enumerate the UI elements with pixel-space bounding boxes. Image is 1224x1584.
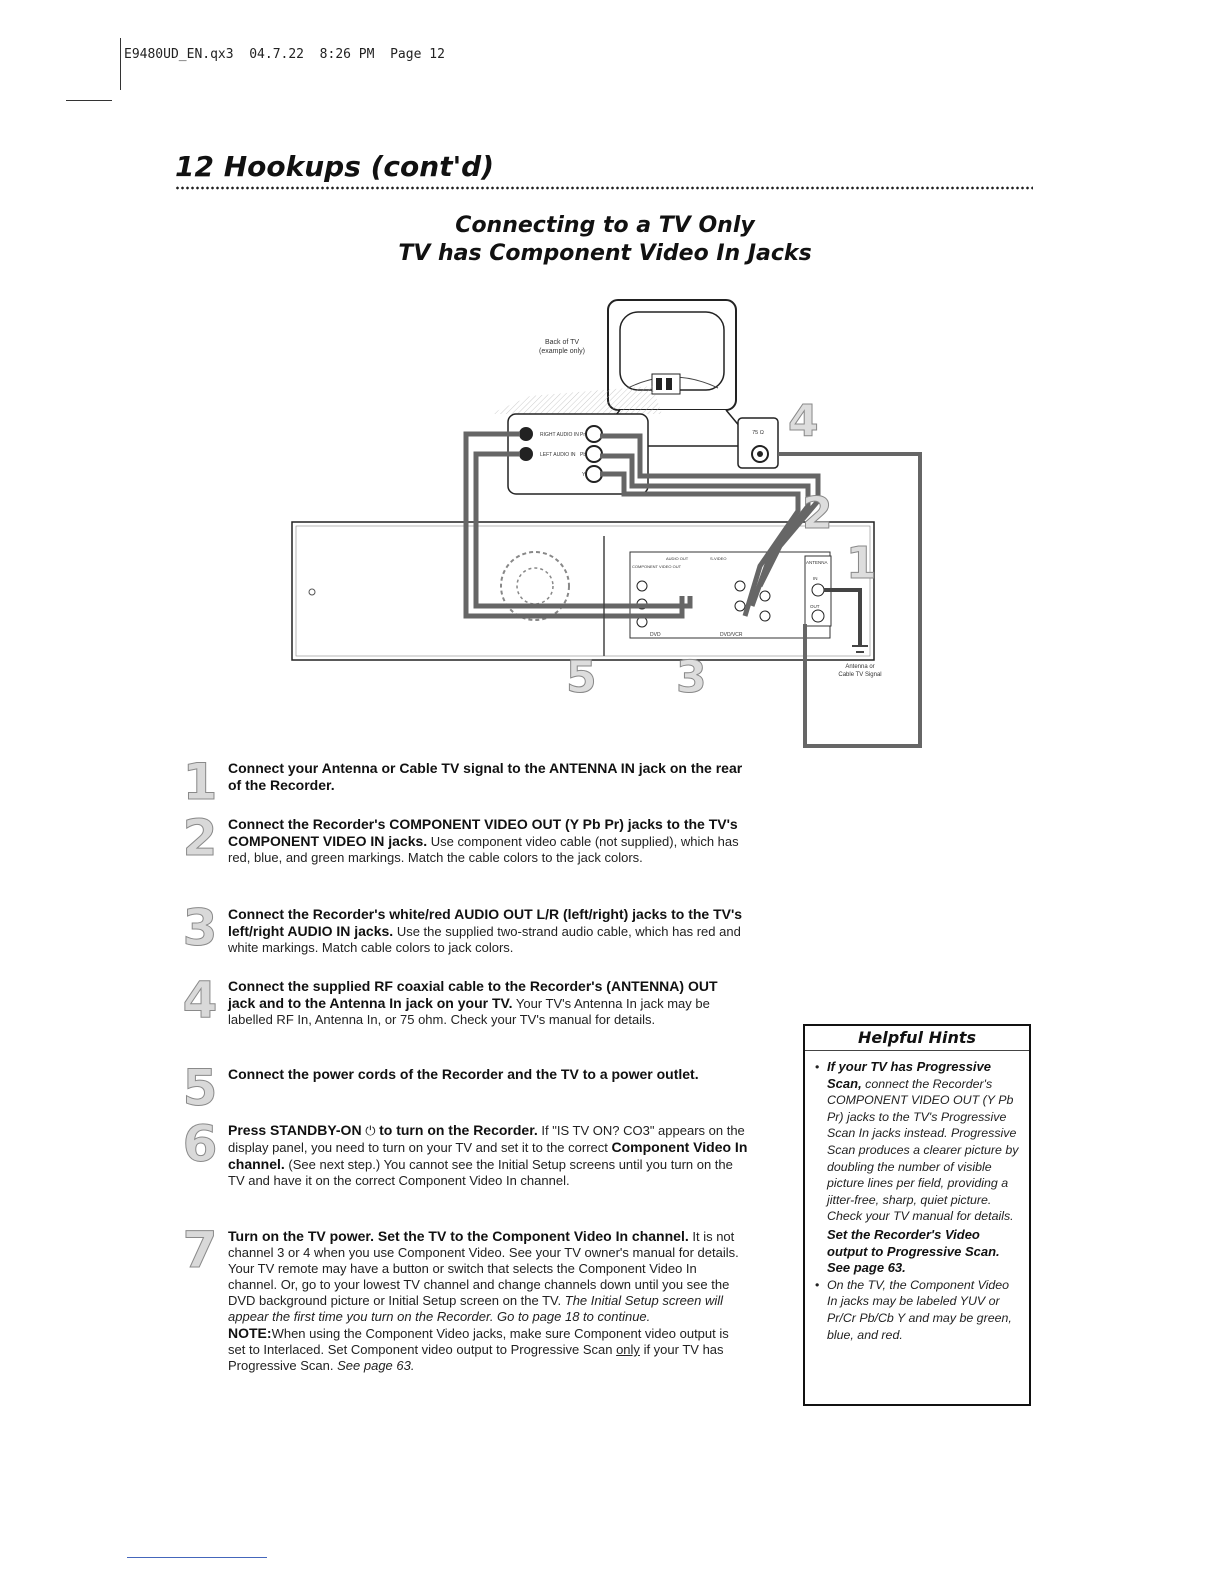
recorder-label-audio-out: AUDIO OUT [666,556,689,561]
tv-jack-label-y: Y [582,472,586,478]
title-dotted-rule [175,186,1033,190]
step-body [228,760,748,794]
recorder-label-dvd-vcr: DVD/VCR [720,632,743,638]
step-number: 6 [182,1115,218,1173]
callout-4: 4 [788,396,819,447]
recorder-label-antenna: ANTENNA [806,560,828,565]
recorder-label-component-video-out: COMPONENT VIDEO OUT [632,564,682,569]
tv-jack-label-pr: Pr [580,432,585,438]
step-instruction: Connect the Recorder's white/red AUDIO OUT L/R (left/right) jacks to the TV's left/right AUDIO IN jacks. [228,906,743,939]
crop-mark-horizontal [66,100,112,101]
callout-2: 2 [802,488,833,539]
footer-rule [127,1557,267,1558]
step-instruction: Connect the supplied RF coaxial cable to the Recorder's (ANTENNA) OUT jack and to the Antenna In jack on your TV. [228,978,718,1011]
page-title: 12 Hookups (cont'd) [175,150,494,183]
recorder-back [292,522,874,660]
tv-antenna-jack-label: 75 Ω [752,430,764,436]
step-number: 3 [182,899,218,957]
helpful-hints-list [805,1051,1029,1343]
callout-3: 3 [676,652,707,703]
step-number: 1 [182,753,218,811]
power-icon: ⏻ [365,1123,376,1138]
tv-antenna-jack [738,418,778,468]
section-title-line-2: TV has Component Video In Jacks [398,241,812,266]
recorder-label-in: IN [813,576,818,581]
step-number: 2 [182,809,218,867]
recorder-label-out: OUT [810,604,820,609]
recorder-label-s-video: S-VIDEO [710,556,727,561]
step-instruction: Turn on the TV power. Set the TV to the Component Video In channel. [228,1228,689,1244]
tv-jack-label-right-audio: RIGHT AUDIO IN [540,432,579,438]
step-number: 7 [182,1221,218,1279]
bullet-icon: • [815,1277,820,1292]
step-detail: It is not channel 3 or 4 when you use Component Video. See your TV owner's manual for details. Your TV remote may have a button or switch that selects the Component Video In channel. Or, go to your lowest TV channel and change channels down until you see the DVD background picture or Initial Setup screen on the TV. [228,1229,739,1308]
step-body [228,1122,748,1189]
step-detail: If "IS TV ON? CO3" appears on the display panel, you need to turn on your TV and set it to the correct [228,1123,745,1155]
tv-jack-label-pb: Pb [580,452,587,458]
step-body [228,978,748,1028]
step-number: 5 [182,1059,218,1117]
note-text: When using the Component Video jacks, make sure Component video output is set to Interlaced. Set Component video output to Progressive Scan [228,1326,729,1357]
note-underline: only [616,1342,640,1357]
hint-lead: If your TV has Progressive Scan, [827,1059,992,1091]
section-title [300,212,910,268]
crop-mark-vertical [120,38,121,90]
step-number: 4 [182,971,218,1029]
antenna-signal-sub-label: Cable TV Signal [838,672,882,678]
step-detail: Your TV's Antenna In jack may be labelled RF In, Antenna In, or 75 ohm. Check your TV's manual for details. [228,996,710,1027]
section-title-line-1: Connecting to a TV Only [455,213,755,238]
helpful-hints-title: Helpful Hints [805,1026,1029,1051]
step-italic-note: The Initial Setup screen will appear the first time you turn on the Recorder. Go to page 18 to continue. [228,1293,724,1324]
callout-1: 1 [846,538,877,589]
note-text-cont: if your TV has Progressive Scan. [228,1342,724,1373]
step-body [228,906,748,956]
back-of-tv-sub-label: (example only) [539,348,585,355]
step-instruction: Press STANDBY-ON [228,1122,362,1138]
hint-tail: Set the Recorder's Video output to Progressive Scan. See page 63. [827,1226,1000,1276]
step-body [228,1066,748,1083]
note-label: NOTE: [228,1325,272,1341]
tv-jack-label-left-audio: LEFT AUDIO IN [540,452,576,458]
step-detail: Use the supplied two-strand audio cable, which has red and white markings. Match cable colors to jack colors. [228,924,741,955]
hookup-diagram [290,296,930,751]
note-page-ref: See page 63. [337,1358,415,1373]
antenna-signal-label: Antenna or [845,664,875,670]
step-instruction: Connect the Recorder's COMPONENT VIDEO OUT (Y Pb Pr) jacks to the TV's COMPONENT VIDEO IN jacks. [228,816,738,849]
hint-item [815,1059,1021,1277]
slug-line: E9480UD_EN.qx3 04.7.22 8:26 PM Page 12 [124,47,445,62]
step-detail-cont: (See next step.) You cannot see the Initial Setup screens until you turn on the TV and have it on the correct Component Video In channel. [228,1157,733,1188]
step-detail: Use component video cable (not supplied), which has red, blue, and green markings. Match the cable colors to the jack colors. [228,834,739,865]
callout-5: 5 [566,652,597,703]
step-instruction-cont: to turn on the Recorder. [379,1122,538,1138]
bullet-icon: • [815,1060,820,1074]
back-of-tv-label: Back of TV [544,339,580,346]
step-body [228,1228,748,1374]
step-instruction: Connect the power cords of the Recorder and the TV to a power outlet. [228,1066,699,1082]
hint-item [815,1277,1021,1343]
step-instruction: Connect your Antenna or Cable TV signal to the ANTENNA IN jack on the rear of the Recorder. [228,760,743,793]
hint-text: On the TV, the Component Video In jacks may be labeled YUV or Pr/Cr Pb/Cb Y and may be green, blue, and red. [827,1277,1012,1342]
step-emphasis: Component Video In channel. [228,1139,748,1172]
recorder-label-dvd: DVD [650,632,661,638]
hint-text: connect the Recorder's COMPONENT VIDEO OUT (Y Pb Pr) jacks to the TV's Progressive Scan In jacks instead. Progressive Scan produces a clearer picture by doubling the number of visible picture lines per field, providing a jitter-free, sharp, quiet picture. Check your TV manual for details. [827,1076,1019,1224]
helpful-hints-box [803,1024,1031,1406]
step-body [228,816,748,866]
